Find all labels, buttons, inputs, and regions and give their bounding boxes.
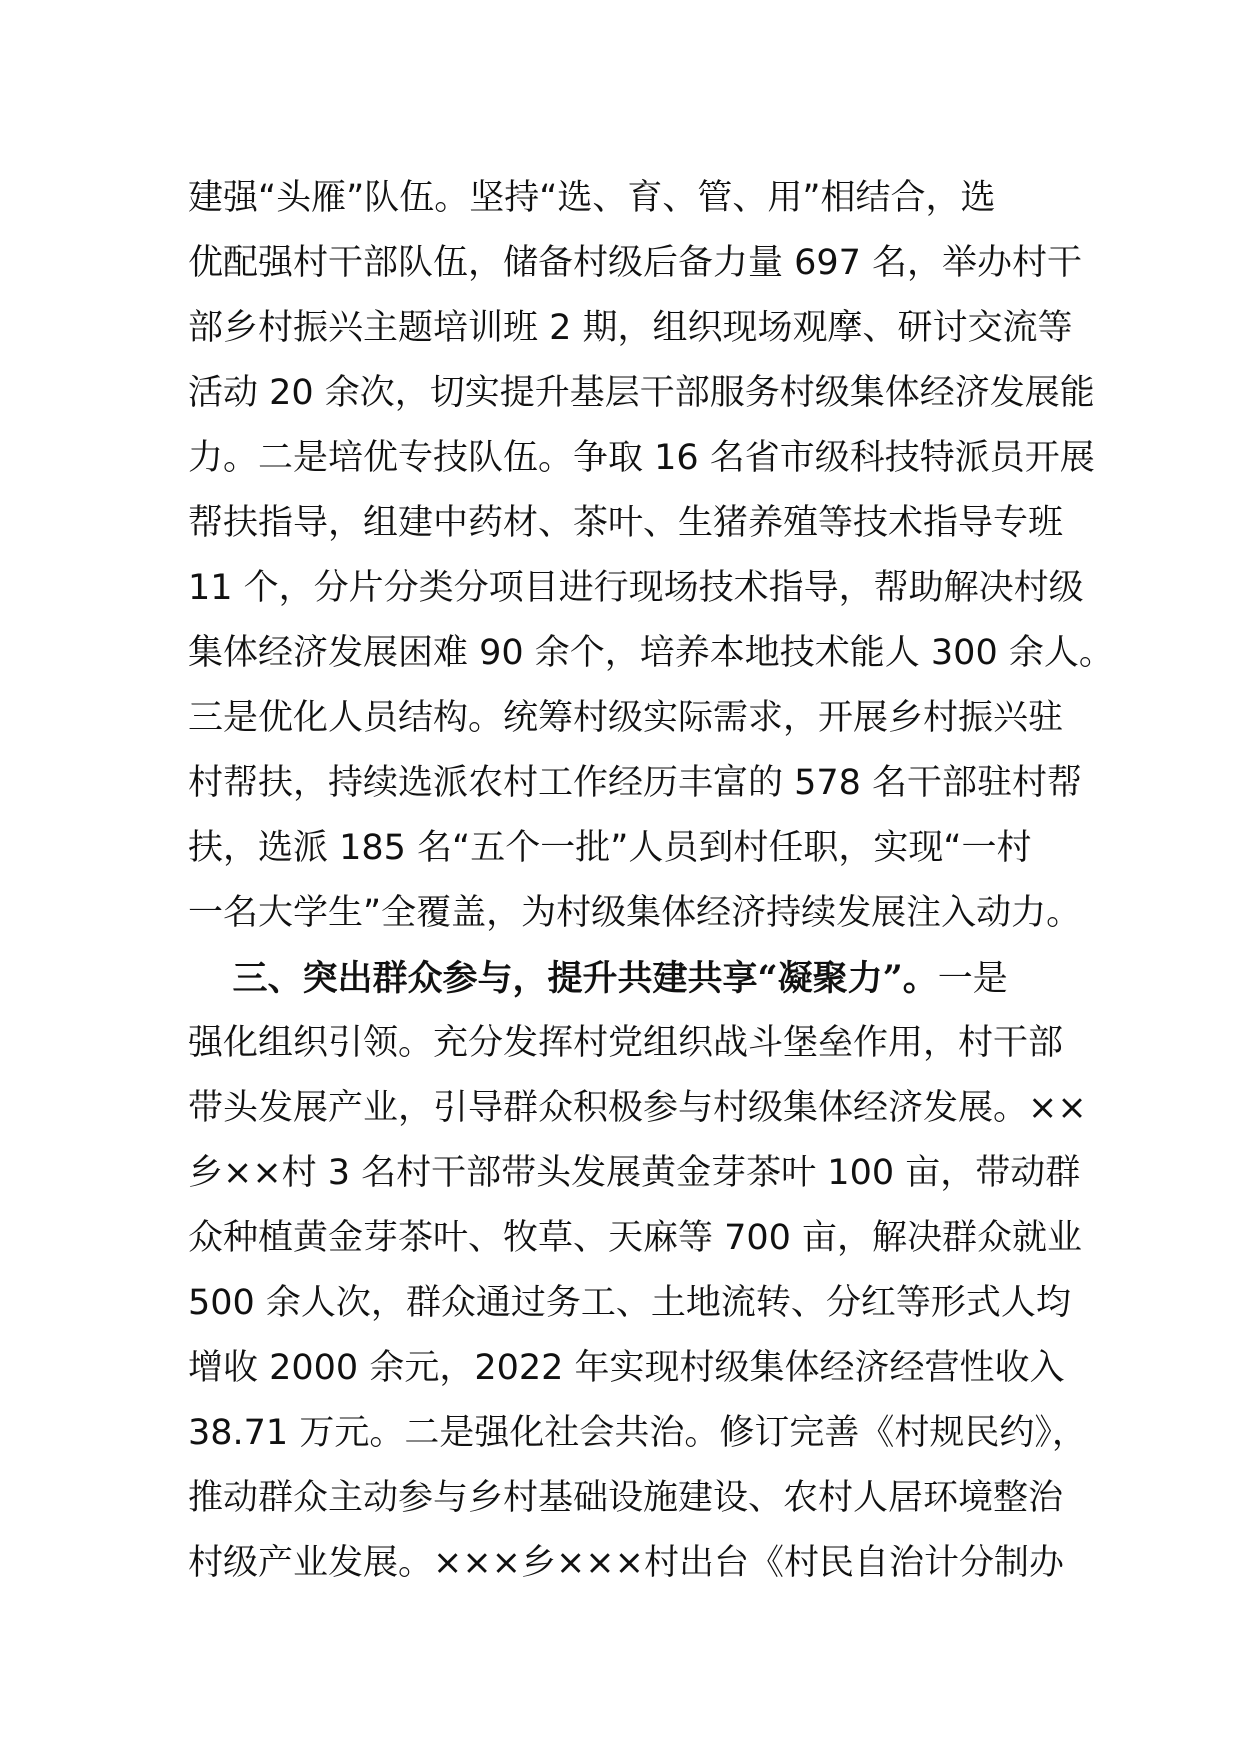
text-line: 建强“头雁”队伍。坚持“选、育、管、用”相结合，选 <box>188 178 996 218</box>
text-line: 力。二是培优专技队伍。争取 16 名省市级科技特派员开展 <box>188 438 1095 478</box>
text-line: 集体经济发展困难 90 余个，培养本地技术能人 300 余人。 <box>188 633 1114 673</box>
text-line: 一名大学生”全覆盖，为村级集体经济持续发展注入动力。 <box>188 893 1082 933</box>
text-line: 优配强村干部队伍，储备村级后备力量 697 名，举办村干 <box>188 243 1083 283</box>
text-line: 村帮扶，持续选派农村工作经历丰富的 578 名干部驻村帮 <box>188 763 1083 803</box>
body-text <box>188 166 1114 1596</box>
section-heading-line <box>188 946 1088 1011</box>
text-line: 500 余人次，群众通过务工、土地流转、分红等形式人均 <box>188 1283 1071 1323</box>
text-line: 增收 2000 余元，2022 年实现村级集体经济经营性收入 <box>188 1348 1065 1388</box>
text-line: 三是优化人员结构。统筹村级实际需求，开展乡村振兴驻 <box>188 698 1064 738</box>
text-line: 强化组织引领。充分发挥村党组织战斗堡垒作用，村干部 <box>188 1023 1064 1063</box>
heading-tail: 一是 <box>937 959 1008 999</box>
text-line: 带头发展产业，引导群众积极参与村级集体经济发展。×× <box>188 1088 1087 1128</box>
text-line: 乡××村 3 名村干部带头发展黄金芽茶叶 100 亩，带动群 <box>188 1153 1081 1193</box>
text-line: 活动 20 余次，切实提升基层干部服务村级集体经济发展能 <box>188 373 1095 413</box>
text-line: 帮扶指导，组建中药材、茶叶、生猪养殖等技术指导专班 <box>188 503 1064 543</box>
indent <box>188 959 233 999</box>
text-line: 推动群众主动参与乡村基础设施建设、农村人居环境整治 <box>188 1478 1064 1518</box>
text-line: 众种植黄金芽茶叶、牧草、天麻等 700 亩，解决群众就业 <box>188 1218 1083 1258</box>
text-line: 扶，选派 185 名“五个一批”人员到村任职，实现“一村 <box>188 828 1032 868</box>
text-line: 11 个，分片分类分项目进行现场技术指导，帮助解决村级 <box>188 568 1084 608</box>
section-heading: 三、突出群众参与，提升共建共享“凝聚力”。 <box>232 958 938 999</box>
text-line: 村级产业发展。×××乡×××村出台《村民自治计分制办 <box>188 1543 1064 1583</box>
text-line: 38.71 万元。二是强化社会共治。修订完善《村规民约》， <box>188 1413 1087 1453</box>
text-line: 部乡村振兴主题培训班 2 期，组织现场观摩、研讨交流等 <box>188 308 1073 348</box>
